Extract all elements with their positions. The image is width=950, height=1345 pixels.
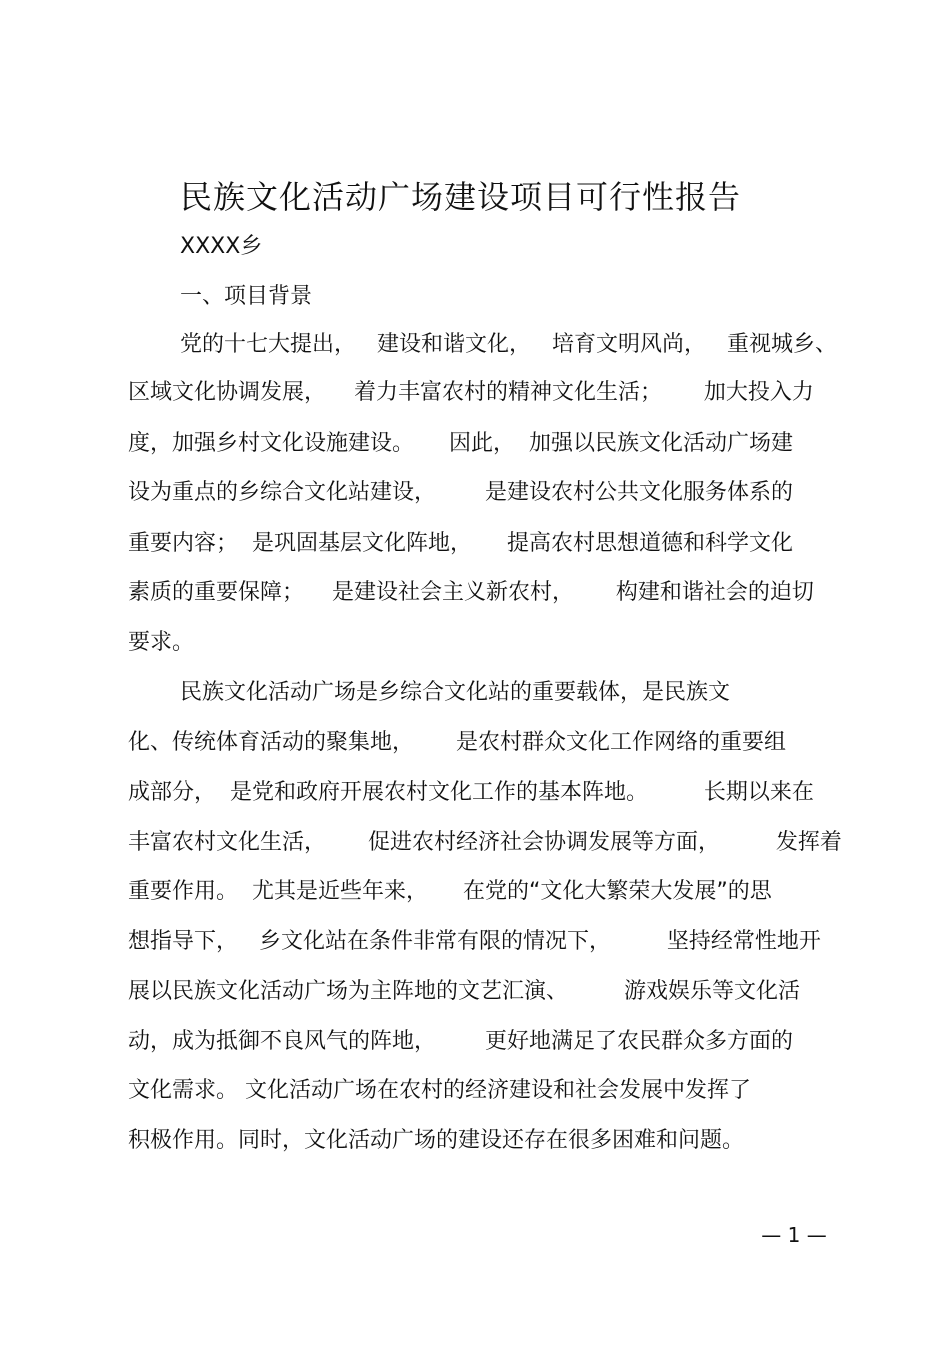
- paragraph-line: 积极作用。同时，文化活动广场的建设还存在很多困难和问题。: [128, 1128, 745, 1153]
- paragraph-line: 动，成为抵御不良风气的阵地， 更好地满足了农民群众多方面的: [128, 1029, 793, 1054]
- paragraph-line: 重要作用。 尤其是近些年来， 在党的“文化大繁荣大发展”的思: [128, 879, 772, 904]
- paragraph-line: 度，加强乡村文化设施建设。 因此， 加强以民族文化活动广场建: [128, 431, 793, 456]
- paragraph-line: 民族文化活动广场是乡综合文化站的重要载体，是民族文: [180, 680, 731, 705]
- paragraph-line: 设为重点的乡综合文化站建设， 是建设农村公共文化服务体系的: [128, 480, 793, 505]
- paragraph-line: 区域文化协调发展， 着力丰富农村的精神文化生活； 加大投入力: [128, 380, 814, 405]
- paragraph-line: 成部分， 是党和政府开展农村文化工作的基本阵地。 长期以来在: [128, 780, 814, 805]
- paragraph-line: 重要内容； 是巩固基层文化阵地， 提高农村思想道德和科学文化: [128, 531, 793, 556]
- document-subtitle: XXXX乡: [180, 234, 263, 259]
- section-heading: 一、项目背景: [180, 284, 313, 309]
- paragraph-line: 素质的重要保障； 是建设社会主义新农村， 构建和谐社会的迫切: [128, 580, 814, 605]
- paragraph-line: 文化需求。 文化活动广场在农村的经济建设和社会发展中发挥了: [128, 1078, 751, 1103]
- paragraph-line: 要求。: [128, 630, 195, 655]
- paragraph-line: 展以民族文化活动广场为主阵地的文艺汇演、 游戏娱乐等文化活: [128, 979, 800, 1004]
- paragraph-line: 化、传统体育活动的聚集地， 是农村群众文化工作网络的重要组: [128, 730, 786, 755]
- page-number: — 1 —: [761, 1223, 827, 1247]
- paragraph-line: 丰富农村文化生活， 促进农村经济社会协调发展等方面， 发挥着: [128, 830, 842, 855]
- document-title: 民族文化活动广场建设项目可行性报告: [180, 178, 742, 216]
- paragraph-line: 想指导下， 乡文化站在条件非常有限的情况下， 坚持经常性地开: [128, 929, 821, 954]
- paragraph-line: 党的十七大提出， 建设和谐文化， 培育文明风尚， 重视城乡、: [180, 332, 837, 357]
